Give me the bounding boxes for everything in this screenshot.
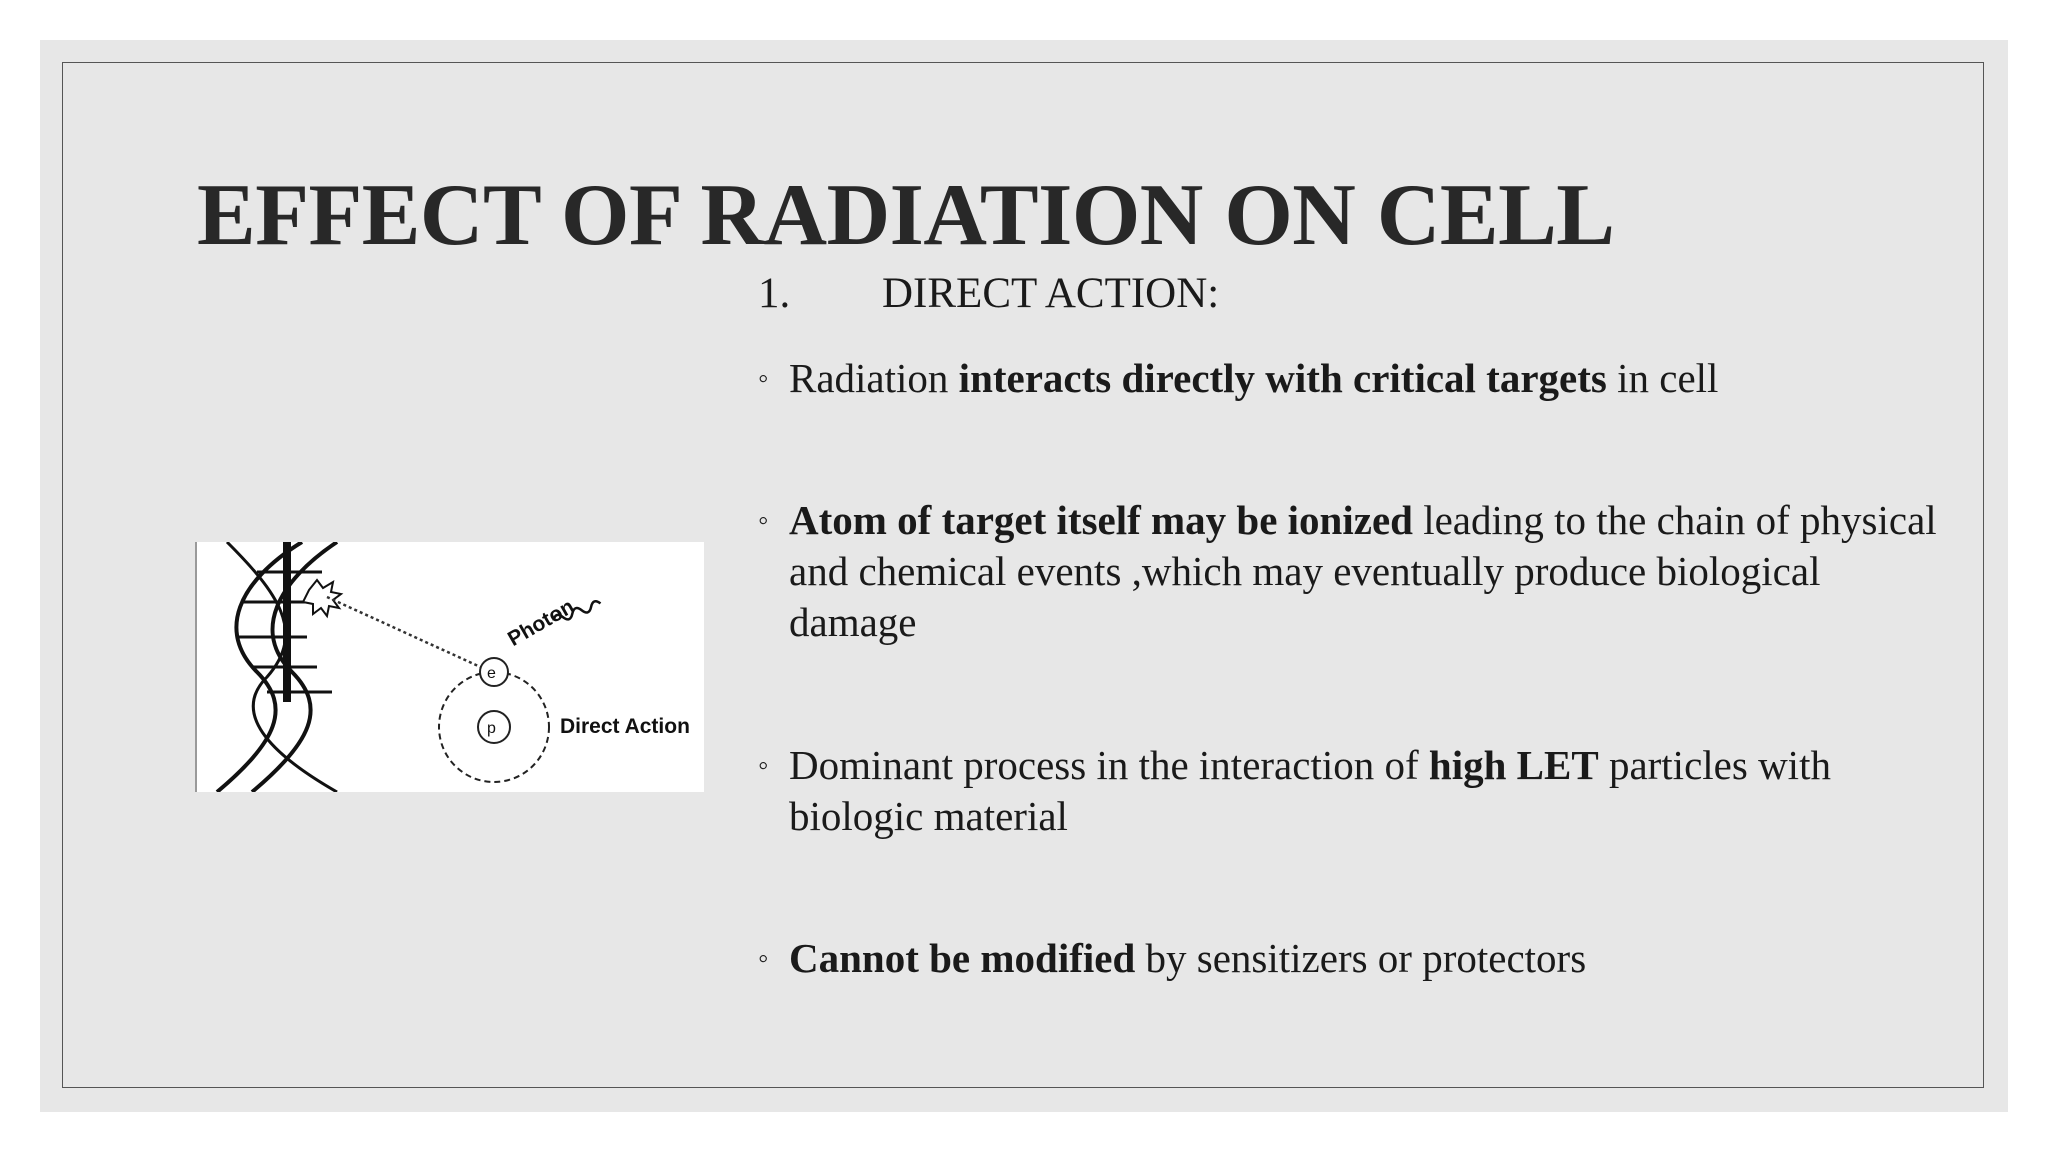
bullet-item [758, 740, 1958, 842]
slide [40, 40, 2008, 1112]
slide-title: EFFECT OF RADIATION ON CELL [197, 167, 1615, 264]
photon-label: Photon [503, 594, 579, 651]
dna-helix-icon [217, 542, 337, 792]
bullet-item [758, 495, 1958, 648]
bullet-item [758, 933, 1958, 984]
section-heading [758, 272, 1219, 315]
direct-action-diagram [197, 542, 702, 792]
bullet-marker: ◦ [758, 362, 769, 395]
bullet-item [758, 353, 1958, 404]
electron-path [327, 597, 487, 670]
bullet-text: Cannot be modified by sensitizers or protectors [789, 935, 1587, 981]
section-heading-text: DIRECT ACTION: [882, 270, 1220, 317]
bullet-text: Radiation interacts directly with critical targets in cell [789, 355, 1719, 401]
figure-caption: Direct Action [560, 715, 690, 738]
bullet-marker: ◦ [758, 942, 769, 975]
bullet-text: Atom of target itself may be ionized leading to the chain of physical and chemical events ,which may eventually produce biological damage [789, 497, 1937, 645]
bullet-marker: ◦ [758, 749, 769, 782]
bullet-marker: ◦ [758, 504, 769, 537]
bullet-text: Dominant process in the interaction of high LET particles with biologic material [789, 742, 1831, 839]
section-number: 1. [758, 270, 791, 317]
electron-label: e [487, 665, 496, 682]
direct-action-figure [195, 542, 704, 792]
damage-burst-icon [303, 580, 341, 616]
proton-label: p [487, 720, 496, 737]
